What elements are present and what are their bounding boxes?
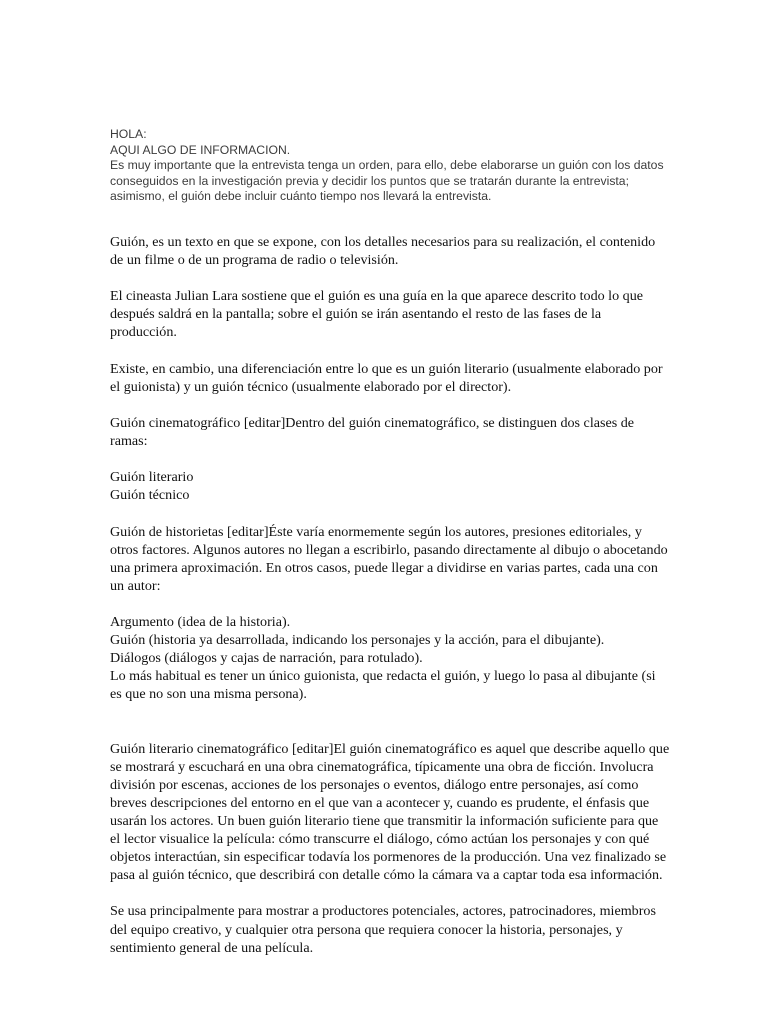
paragraph-definition: Guión, es un texto en que se expone, con los detalles necesarios para su realización, el contenido de un filme o de un programa de radio o televisión. [110, 234, 656, 269]
intro-paragraph: Es muy importante que la entrevista tenga un orden, para ello, debe elaborarse un guión con los datos conseguidos en la investigación previa y decidir los puntos que se tratarán durante la entrevista; asimismo, el guión debe incluir cuánto tiempo nos llevará la entrevista. [110, 158, 664, 204]
list-item-argument: Argumento (idea de la historia). [110, 613, 291, 630]
intro-block [110, 127, 670, 205]
list-item-literary: Guión literario [110, 469, 194, 486]
list-item-technical: Guión técnico [110, 487, 190, 504]
paragraph-julian-lara: El cineasta Julian Lara sostiene que el guión es una guía en la que aparece descrito todo lo que después saldrá en la pantalla; sobre el guión se irán asentando el resto de las fases de la producción. [110, 288, 644, 341]
list-item-script: Guión (historia ya desarrollada, indicando los personajes y la acción, para el dibujante). [110, 632, 605, 649]
paragraph-literary-script: Guión literario cinematográfico [editar]El guión cinematográfico es aquel que describe aquello que se mostrará y escuchará en una obra cinematográfica, típicamente una obra de ficción. Involucra división por escenas, acciones de los personajes o eventos, diálogo entre personajes, así como breves descripciones del entorno en el que van a acontecer y, cuando es prudente, el énfasis que usarán los actores. Un buen guión literario tiene que transmitir la información suficiente para que el lector visualice la película: cómo transcurre el diálogo, cómo actúan los personajes y con qué objetos interactúan, sin especificar todavía los pormenores de la producción. Una vez finalizado se pasa al guión técnico, que describirá con detalle cómo la cámara va a captar toda esa información. [110, 740, 670, 884]
paragraph-differentiation: Existe, en cambio, una diferenciación entre lo que es un guión literario (usualmente elaborado por el guionista) y un guión técnico (usualmente elaborado por el director). [110, 360, 663, 395]
spacer [110, 722, 670, 740]
list-item-dialogues: Diálogos (diálogos y cajas de narración, para rotulado). [110, 650, 423, 667]
paragraph-comics: Guión de historietas [editar]Éste varía enormemente según los autores, presiones editoriales, y otros factores. Algunos autores no llegan a escribirlo, pasando directamente al dibujo o abocetando una primera aproximación. En otros casos, puede llegar a dividirse en varias partes, cada una con un autor: [110, 523, 668, 594]
paragraph-cinematographic: Guión cinematográfico [editar]Dentro del guión cinematográfico, se distinguen dos clases de ramas: [110, 414, 635, 450]
document-body [110, 233, 670, 975]
info-heading-line: AQUI ALGO DE INFORMACION. [110, 142, 291, 157]
greeting-line: HOLA: [110, 127, 147, 141]
paragraph-usage: Se usa principalmente para mostrar a productores potenciales, actores, patrocinadores, miembros del equipo creativo, y cualquier otra persona que requiera conocer la historia, personajes, y sentimiento general de una película. [110, 903, 656, 956]
paragraph-single-writer: Lo más habitual es tener un único guionista, que redacta el guión, y luego lo pasa al dibujante (si es que no son una misma persona). [110, 668, 656, 703]
